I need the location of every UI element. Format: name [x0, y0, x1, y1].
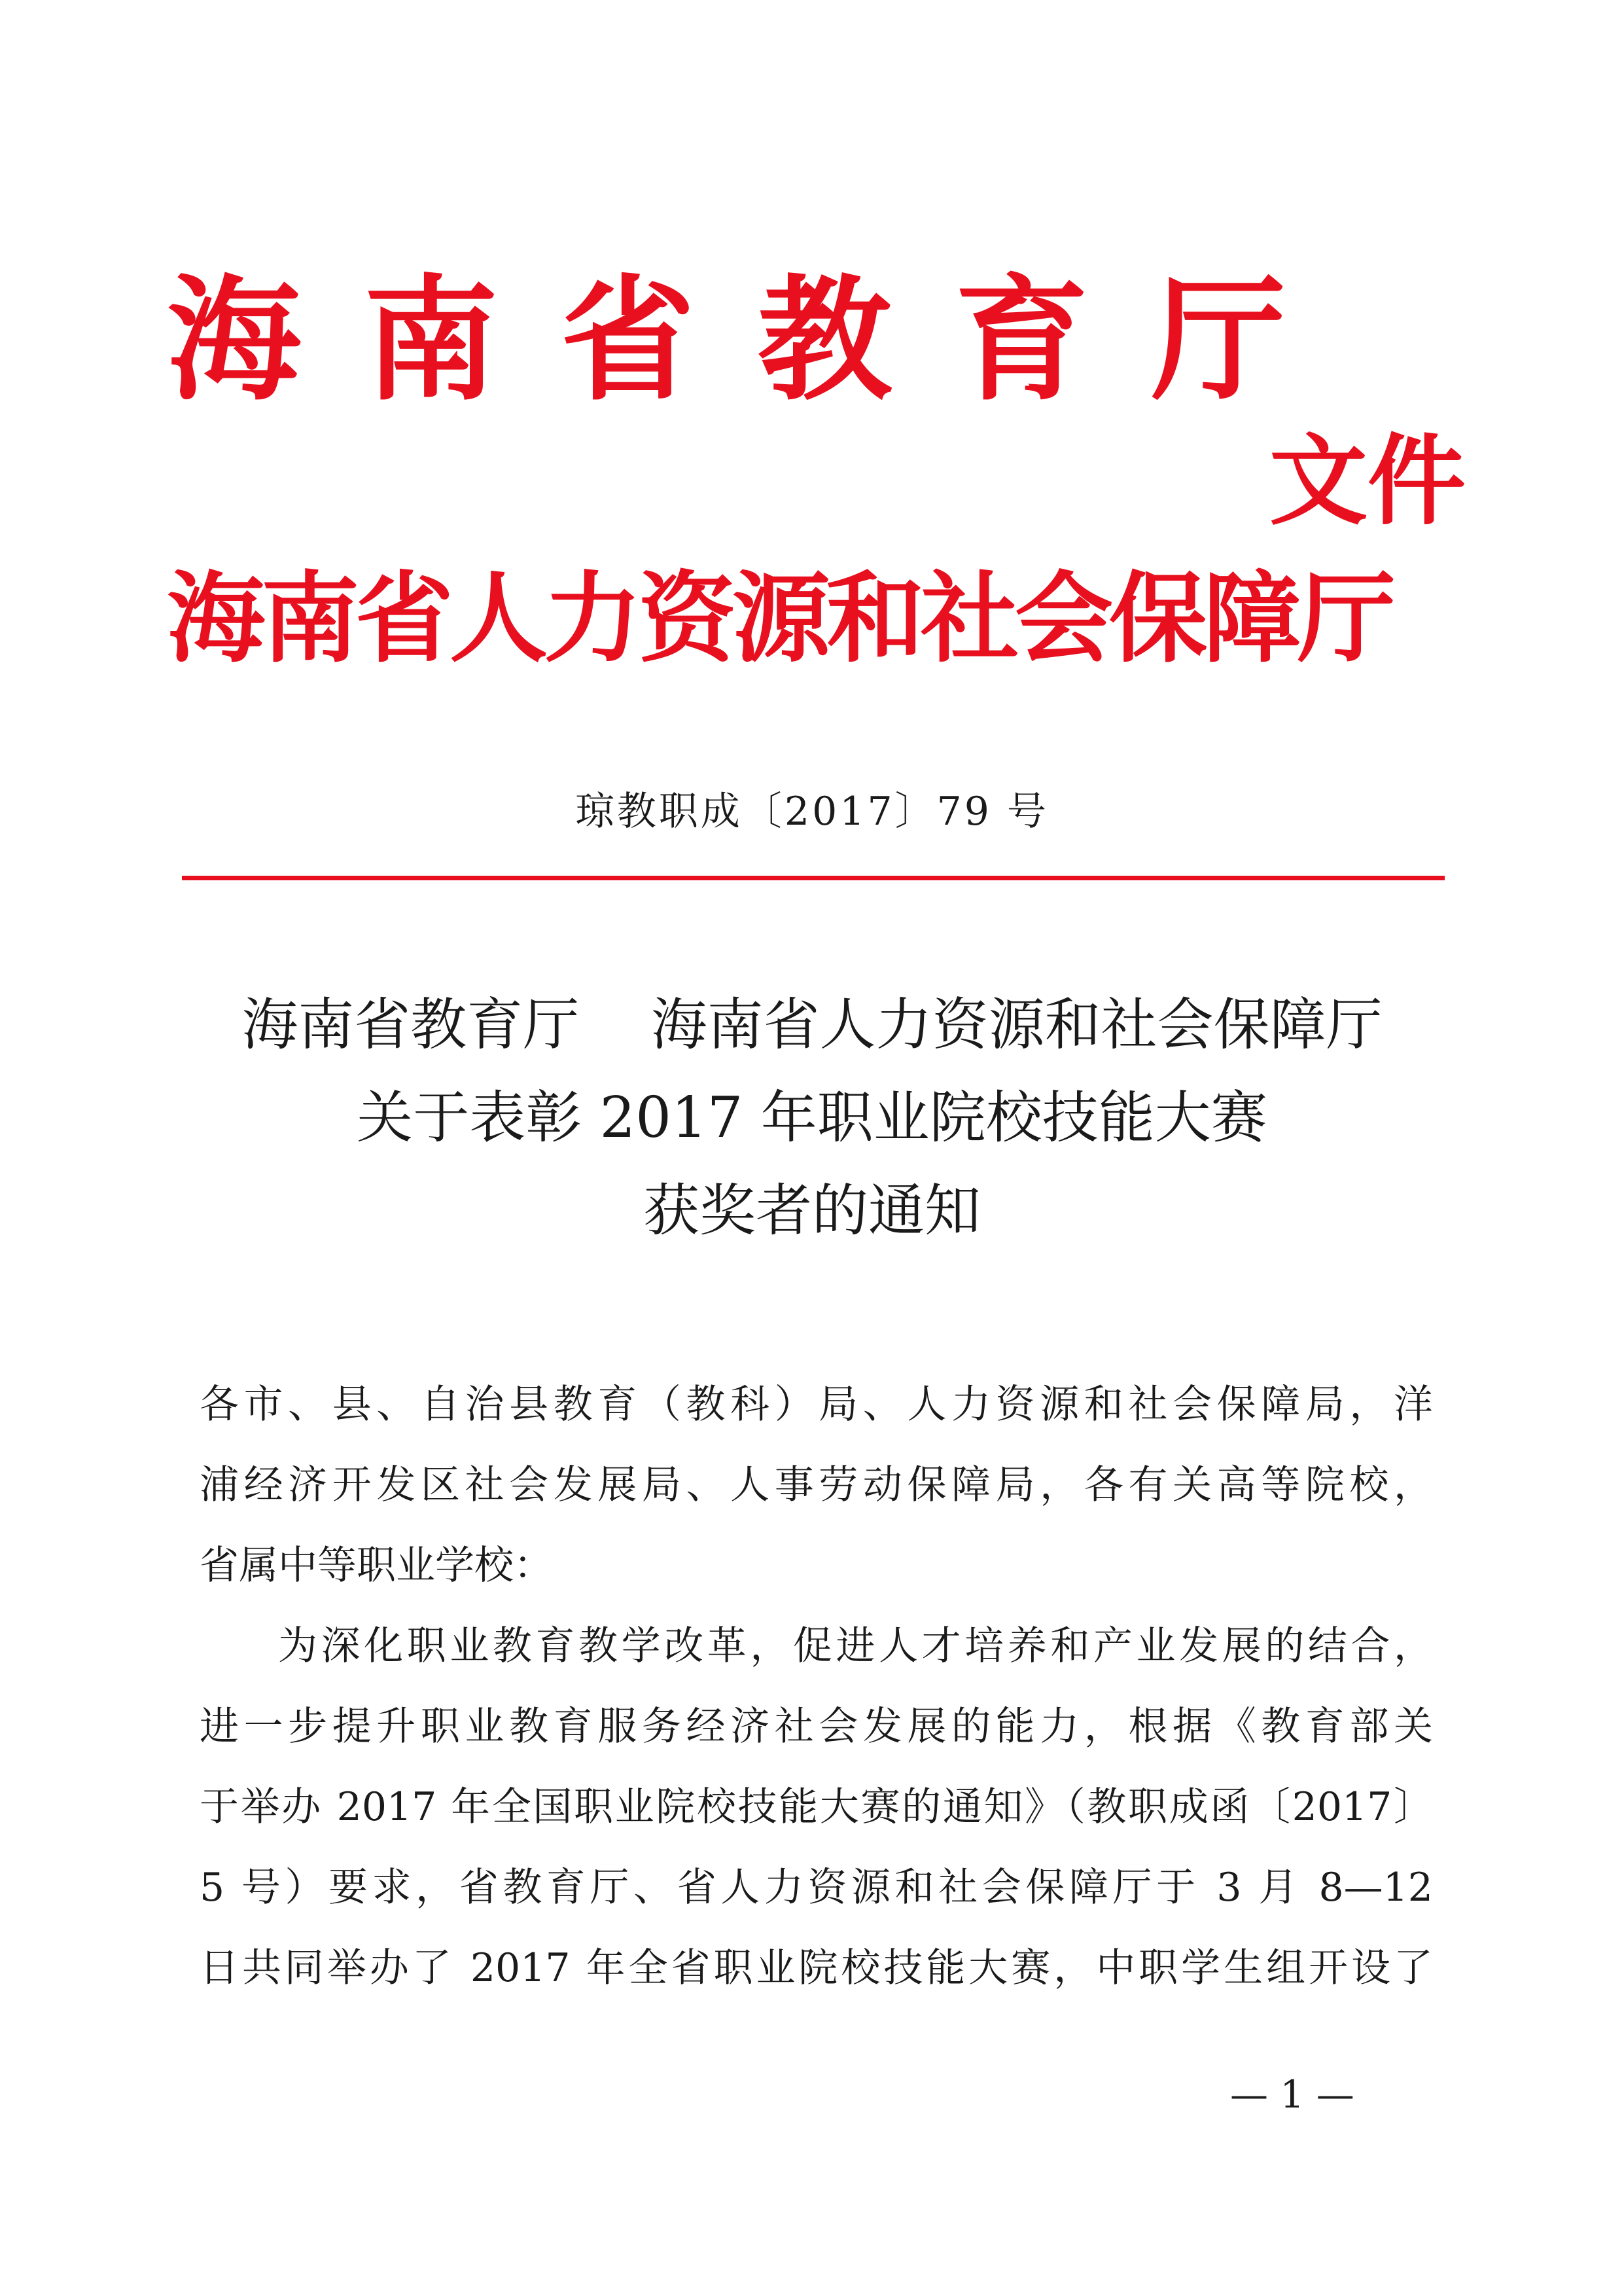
paragraph-line-5: 日共同举办了 2017 年全省职业院校技能大赛，中职学生组开设了: [200, 1945, 1433, 1991]
salutation-line-3: 省属中等职业学校：: [200, 1543, 553, 1588]
title-line-3: 获奖者的通知: [643, 1178, 981, 1244]
salutation-line-2: 浦经济开发区社会发展局、人事劳动保障局，各有关高等院校，: [200, 1462, 1433, 1508]
salutation-line-1: 各市、县、自治县教育（教科）局、人力资源和社会保障局，洋: [200, 1382, 1433, 1427]
issuer-hr-department: 海南省人力资源和社会保障厅: [167, 561, 1392, 676]
notice-title: [0, 978, 1624, 1257]
paragraph-line-4: 5 号）要求，省教育厅、省人力资源和社会保障厅于 3 月 8—12: [200, 1865, 1433, 1910]
document-number: 琼教职成〔2017〕79 号: [574, 789, 1050, 834]
paragraph-line-3: 于举办 2017 年全国职业院校技能大赛的通知》（教职成函〔2017〕: [200, 1784, 1433, 1830]
title-line-1: 海南省教育厅 海南省人力资源和社会保障厅: [241, 992, 1383, 1058]
notice-body: [200, 1365, 1433, 2009]
red-divider-line: [182, 876, 1445, 880]
page-number: — 1 —: [1230, 2072, 1354, 2117]
paragraph-line-2: 进一步提升职业教育服务经济社会发展的能力，根据《教育部关: [200, 1704, 1433, 1749]
issuer-education-department: 海南省教育厅: [167, 262, 1349, 419]
title-line-2: 关于表彰 2017 年职业院校技能大赛: [357, 1085, 1267, 1151]
document-type-label: 文件: [1269, 423, 1466, 539]
paragraph-line-1: 为深化职业教育教学改革，促进人才培养和产业发展的结合，: [278, 1623, 1433, 1669]
